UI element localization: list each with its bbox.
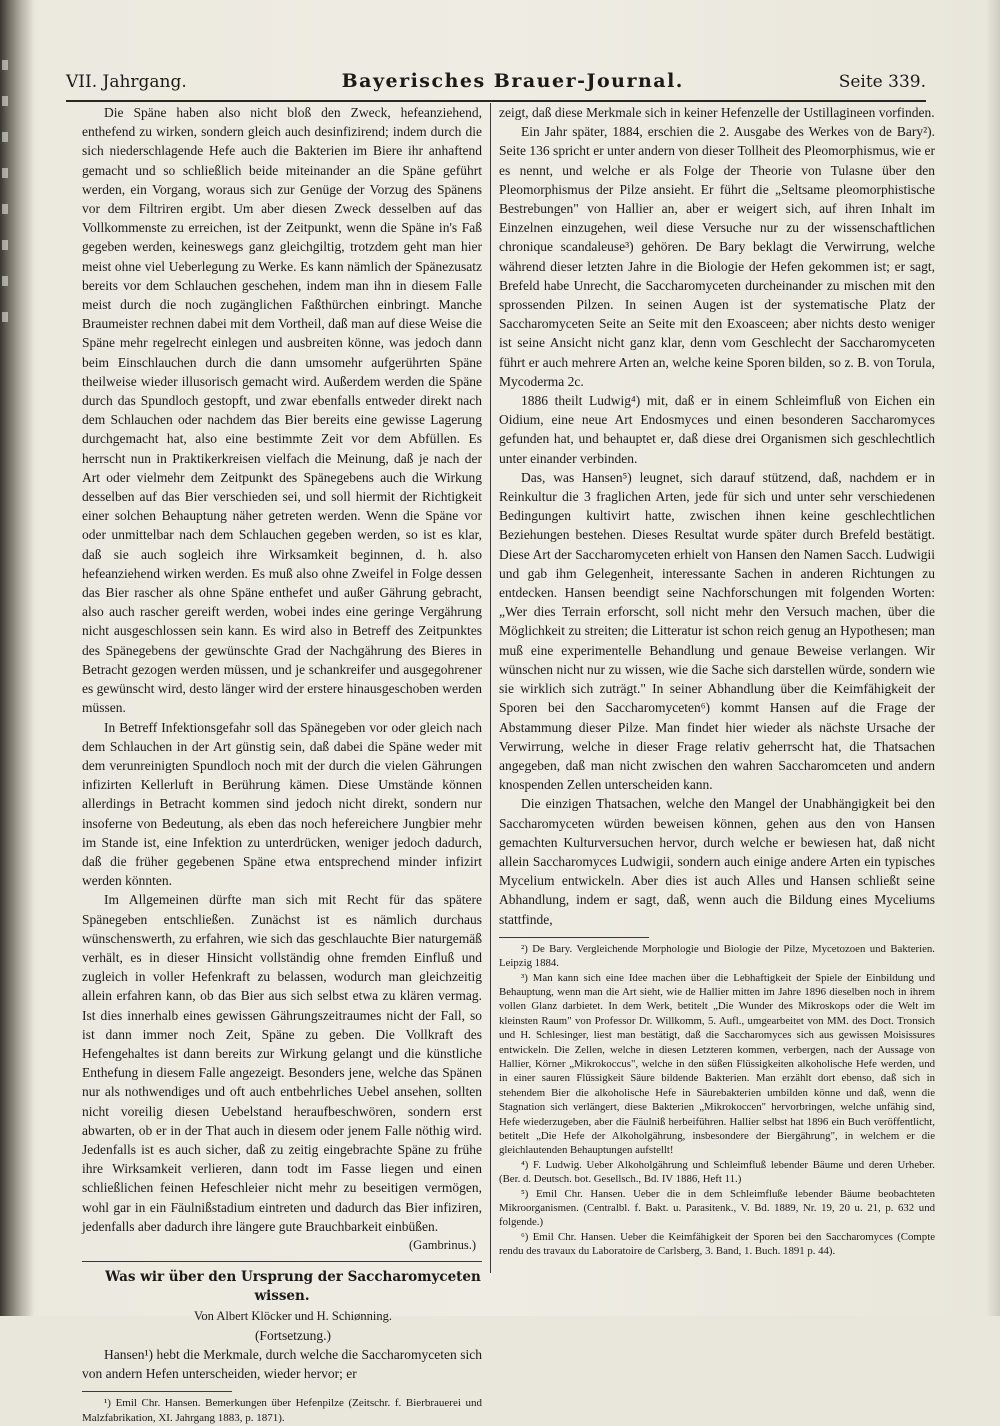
attribution: (Gambrinus.) [409,1237,476,1252]
article-author: Von Albert Klöcker und H. Schiønning. [193,1308,393,1323]
right-column [499,103,935,1259]
book-binding-edge [0,0,34,1316]
footnote-rule [82,1391,232,1392]
journal-title: Bayerisches Brauer-Journal. [341,70,684,92]
left-paragraph: In Betreff Infektionsgefahr soll das Spänegeben vor oder gleich nach dem Schlauchen in der Art günstig sein, daß dabei die Späne weder mit dem verunreinigten Spundloch noch mit der durch die vielen Gährungen infizirten Kellerluft in Berührung kämen. Diese Umstände können allerdings in Betracht kommen sind jedoch nicht direkt, sondern nur insoferne von Bedeutung, als eben das noch hefereichere Jungbier mehr im Stande ist, eine Infektion zu unterdrücken, weniger jedoch dadurch, daß die früher gegebenen Späne etwa entsprechend minder infizirt werden könnten. [82,719,482,889]
article-continuation: (Fortsetzung.) [254,1327,332,1343]
article-title: Was wir über den Ursprung der Saccharomyceten wissen. [105,1269,481,1305]
right-paragraph: zeigt, daß diese Merkmale sich in keiner Hefenzelle der Ustillagineen vorfinden. [499,105,935,120]
page-header [66,70,926,100]
volume-label: VII. Jahrgang. [66,72,187,92]
left-paragraph: Die Späne haben also nicht bloß den Zweck, hefeanziehend, enthefend zu wirken, sondern gleich auch desinfizirend; indem durch die sich niederschlagende Hefe auch die Bakterien im Biere ihr anhaftend gemacht und so schließlich beide miteinander an die Späne geführt werden, ein Vorgang, woraus sich zur Genüge der Vorzug des Spänens vor dem Filtriren ergibt. Um aber diesen Zweck desselben auf das Vollkommenste zu erreichen, ist der Zeitpunkt, wenn die Späne in's Faß gegeben werden, keineswegs ganz gleichgiltig, trotzdem geht man hier meist ohne viel Ueberlegung zu Werke. Es kann nämlich der Spänezusatz bereits vor dem Schlauchen geschehen, indem man ihn in diesem Falle meist durch die noch zugänglichen Faßthürchen einbringt. Manche Braumeister rechnen dabei mit dem Vortheil, daß man auf diese Weise die Späne mehr regelrecht einlegen und ausbreiten könne, was jedoch dann beim Einschlauchen durch die dann umsomehr aufgerührten Späne theilweise wieder illusorisch gemacht wird. Außerdem werden die Späne durch das Spundloch gestopft, und zwar ebenfalls entweder direkt nach dem Schlauchen oder nachdem das Bier bereits eine gewisse Lagerung durchgemacht hat, also eine bestimmte Zeit vor dem Abfüllen. Es herrscht nun in Praktikerkreisen vielfach die Meinung, daß je nach der Art oder vielmehr dem Zeitpunkt des Spänegebens auch die Wirkung desselben auf das Bier verschieden sei, und soll hiermit der Richtigkeit einer solchen Behauptung näher getreten werden. Wenn die Späne vor oder unmittelbar nach dem Schlauchen gegeben werden, so ist es klar, daß sie auch sogleich ihre Wirksamkeit beginnen, d. h. also hefeanziehend wirken werden. Es muß also ohne Zweifel in Folge dessen das Bier rascher als ohne Späne enthefet und außer Gährung gebracht, also auch rascher gereift werden, wobei indes eine geringe Vergährung nicht ausgeschlossen sein kann. Es wird also in Betreff des Zeitpunktes des Spänegebens der gewünschte Grad der Nachgährung des Bieres in Betracht gezogen werden müssen, und je schankreifer und ausgegohrener es gewünscht wird, desto länger wird der erstere hinausgeschoben werden müssen. [82,105,482,716]
footnote: ⁴) F. Ludwig. Ueber Alkoholgährung und Schleimfluß lebender Bäume und deren Urheber. (Ber. d. Deutsch. bot. Gesellsch., Bd. IV 1886, Heft 11.) [499,1158,935,1186]
left-paragraph: Im Allgemeinen dürfte man sich mit Recht für das spätere Spänegeben entschließen. Zunächst ist es nämlich durchaus wünschenswerth, zu erfahren, wie sich das geschlauchte Bier naturgemäß verhält, es in dieser Hinsicht vollständig ohne fremden Einfluß und zugleich in voller Hefenkraft zu belassen, wodurch man gleichzeitig allein erfahren kann, ob das Bier aus sich selbst etwa zu klären vermag. Ist dies innerhalb eines gewissen Gährungszeitraumes nicht der Fall, so ist dann immer noch Zeit, Späne zu geben. Die Vollkraft des Hefengehaltes ist dann bereits zur Wirkung gelangt und die künstliche Enthefung in diesem Falle angezeigt. Besonders jene, welche das Spänen nur als nothwendiges und oft auch entbehrliches Uebel ansehen, sollten nicht voreilig diesen Uebelstand heraufbeschwören, sondern erst abwarten, ob er in der That auch in diesem oder jenem Falle nöthig wird. Jedenfalls ist es auch sicher, daß zu zeitig eingebrachte Späne zu frühe ihre Wirksamkeit verlieren, dann todt im Fasse liegen und einen schließlichen feinen Hefeschleier nicht mehr zu beseitigen vermögen, wohl gar in ein Fäulnißstadium eintreten und dadurch das Bier infiziren, jedenfalls aber dadurch ihre längere gute Brauchbarkeit einbüßen. [82,892,482,1234]
right-paragraph: Die einzigen Thatsachen, welche den Mangel der Unabhängigkeit bei den Saccharomyceten würden beweisen können, gehen aus den von Hansen gemachten Kulturversuchen hervor, durch welche er bewiesen hat, daß nicht allein Saccharomyces Ludwigii, sondern auch einige andere Arten ein typisches Mycelium entwickeln. Aber dies ist auch Alles und Hansen schließt seine Abhandlung, indem er sagt, daß, wenn auch die Bildung eines Myceliums stattfinde, [499,796,935,927]
column-divider [490,103,491,1273]
article-intro: Hansen¹) hebt die Merkmale, durch welche die Saccharomyceten sich von andern Hefen unterscheiden, wieder hervor; er [82,1347,482,1382]
footnote: ⁵) Emil Chr. Hansen. Ueber die in dem Schleimfluße lebender Bäume beobachteten Mikroorganismen. (Centralbl. f. Bakt. u. Parasitenk., V. Bd. 1889, Nr. 19, 20 u. 21, p. 632 und folgende.) [499,1187,935,1229]
footnote: ¹) Emil Chr. Hansen. Bemerkungen über Hefenpilze (Zeitschr. f. Bierbrauerei und Malzfabrikation, XI. Jahrgang 1883, p. 1871). [82,1397,482,1424]
binding-marks [2,60,12,348]
left-column [82,103,482,1426]
right-paragraph: 1886 theilt Ludwig⁴) mit, daß er in einem Schleimfluß von Eichen ein Oidium, eine neue Art Endosmyces und einen besonderen Saccharomyces gefunden hat, und behauptet er, daß diese drei Organismen sich geschlechtlich unter einander verbinden. [499,393,935,466]
footnote: ²) De Bary. Vergleichende Morphologie und Biologie der Pilze, Mycetozoen und Bakterien. Leipzig 1884. [499,942,935,970]
header-rule [66,100,926,102]
footnote: ³) Man kann sich eine Idee machen über die Lebhaftigkeit der Spiele der Einbildung und Behauptung, wenn man die Art sieht, wie de Hallier mitten im Jahre 1896 dieselben noch in ihrem vollen Glanz darbietet. In dem Werk, betitelt „Die Wunder des Mikroskops oder die Welt im kleinsten Raum" von Professor Dr. Willkomm, 5. Aufl., umgearbeitet von MM. des Doct. Tronsich und H. Schlesinger, liest man bestätigt, daß die Saccharomyces sich aus gewissen Moisissures entwickeln. Die Zellen, welche in diesen Letzteren kommen, verbergen, nach der Aussage von Hallier, Körner „Mikrokoccus", welche in den süßen Flüssigkeiten alkoholische Hefe werden, und in einer sauren Flüssigkeit Säure bildende Bakterien. Man erzählt dort ebenso, daß sich in stehendem Bier die alkoholische Hefe in Säurebakterien umbilden könne und daß, wenn die Stagnation sich verlängert, diese Bakterien „Mikrokoccen" hervorbringen, welche unfähig sind, Hefe wiederzugeben, aber die Fäulniß herbeiführen. Hallier selbst hat 1896 ein Buch veröffentlicht, betitelt „Die Hefe der Alkoholgährung, insbesondere der Biergährung", in welchem er die gleichlautenden Behauptungen aufstellt! [499,971,935,1157]
right-paragraph: Das, was Hansen⁵) leugnet, sich darauf stützend, daß, nachdem er in Reinkultur die 3 fraglichen Arten, jede für sich und unter sehr verschiedenen Bedingungen kultivirt hatte, zwischen ihnen keine geschlechtlichen Beziehungen bestehen. Dieses Resultat wurde später durch Brefeld bestätigt. Diese Art der Saccharomyceten erhielt von Hansen den Namen Sacch. Ludwigii und gab ihm Gelegenheit, interessante Sachen in anderen Richtungen zu entdecken. Hansen beendigt seine Nachforschungen mit folgenden Worten: „Wer dies Terrain erforscht, soll nicht mehr den Versuch machen, über die Möglichkeit zu streiten; die Litteratur ist schon reich genug an Hypothesen; man muß eine experimentelle Behandlung und genaue Beweise verlangen. Wir wünschen nicht nur zu wissen, wie die Sache sich darstellen würde, sondern wie sie wirklich sich zuträgt." In seiner Abhandlung über die Keimfähigkeit der Sporen bei den Saccharomyceten⁶) kommt Hansen auf die Frage der Abstammung dieser Pilze. Man findet hier wieder als nächste Ursache der Verwirrung, welche in dieser Frage relativ geherrscht hat, die Thatsachen angegeben, daß man nicht zwischen den wahren Saccharomceten und andern knospenden Zellen unterscheiden kann. [499,469,935,793]
right-paragraph: Ein Jahr später, 1884, erschien die 2. Ausgabe des Werkes von de Bary²). Seite 136 spricht er unter andern von dieser Tollheit des Pleomorphismus, wie er es nennt, und welche er als Folge der Theorie von Tulasne über den Pleomorphismus der Pilze ansieht. Er führt die „Seltsame pleomorphistische Bestrebungen" von Hallier an, aber er weigert sich, auf ihren Inhalt im Einzelnen einzugehen, weil diese Versuche nur zu der wissenschaftlichen chronique scandaleuse³) gehören. De Bary beklagt die Verwirrung, welche während dieser letzten Jahre in die Biologie der Hefen gekommen ist; er sagt, Brefeld habe Unrecht, die Saccharomyceten durcheinander zu mischen mit den sprossenden Pilzen. In seinen Augen ist der systematische Platz der Saccharomyceten Seite an Seite mit den Exoasceen; aber nichts desto weniger ist seine Ansicht nicht ganz klar, denn vom Geschlecht der Saccharomyceten führt er auch mehrere Arten an, welche keine Sporen bilden, so z. B. von Torula, Mycoderma 2c. [499,124,935,389]
footnote-rule [499,937,649,938]
article-separator [82,1261,482,1262]
footnote: ⁶) Emil Chr. Hansen. Ueber die Keimfähigkeit der Sporen bei den Saccharomyces (Compte rendu des travaux du Laboratoire de Carlsberg, 3. Band, 1. Buch. 1891 p. 44). [499,1230,935,1258]
page-number: Seite 339. [838,72,926,92]
page-edge-shadow [986,0,1000,1316]
